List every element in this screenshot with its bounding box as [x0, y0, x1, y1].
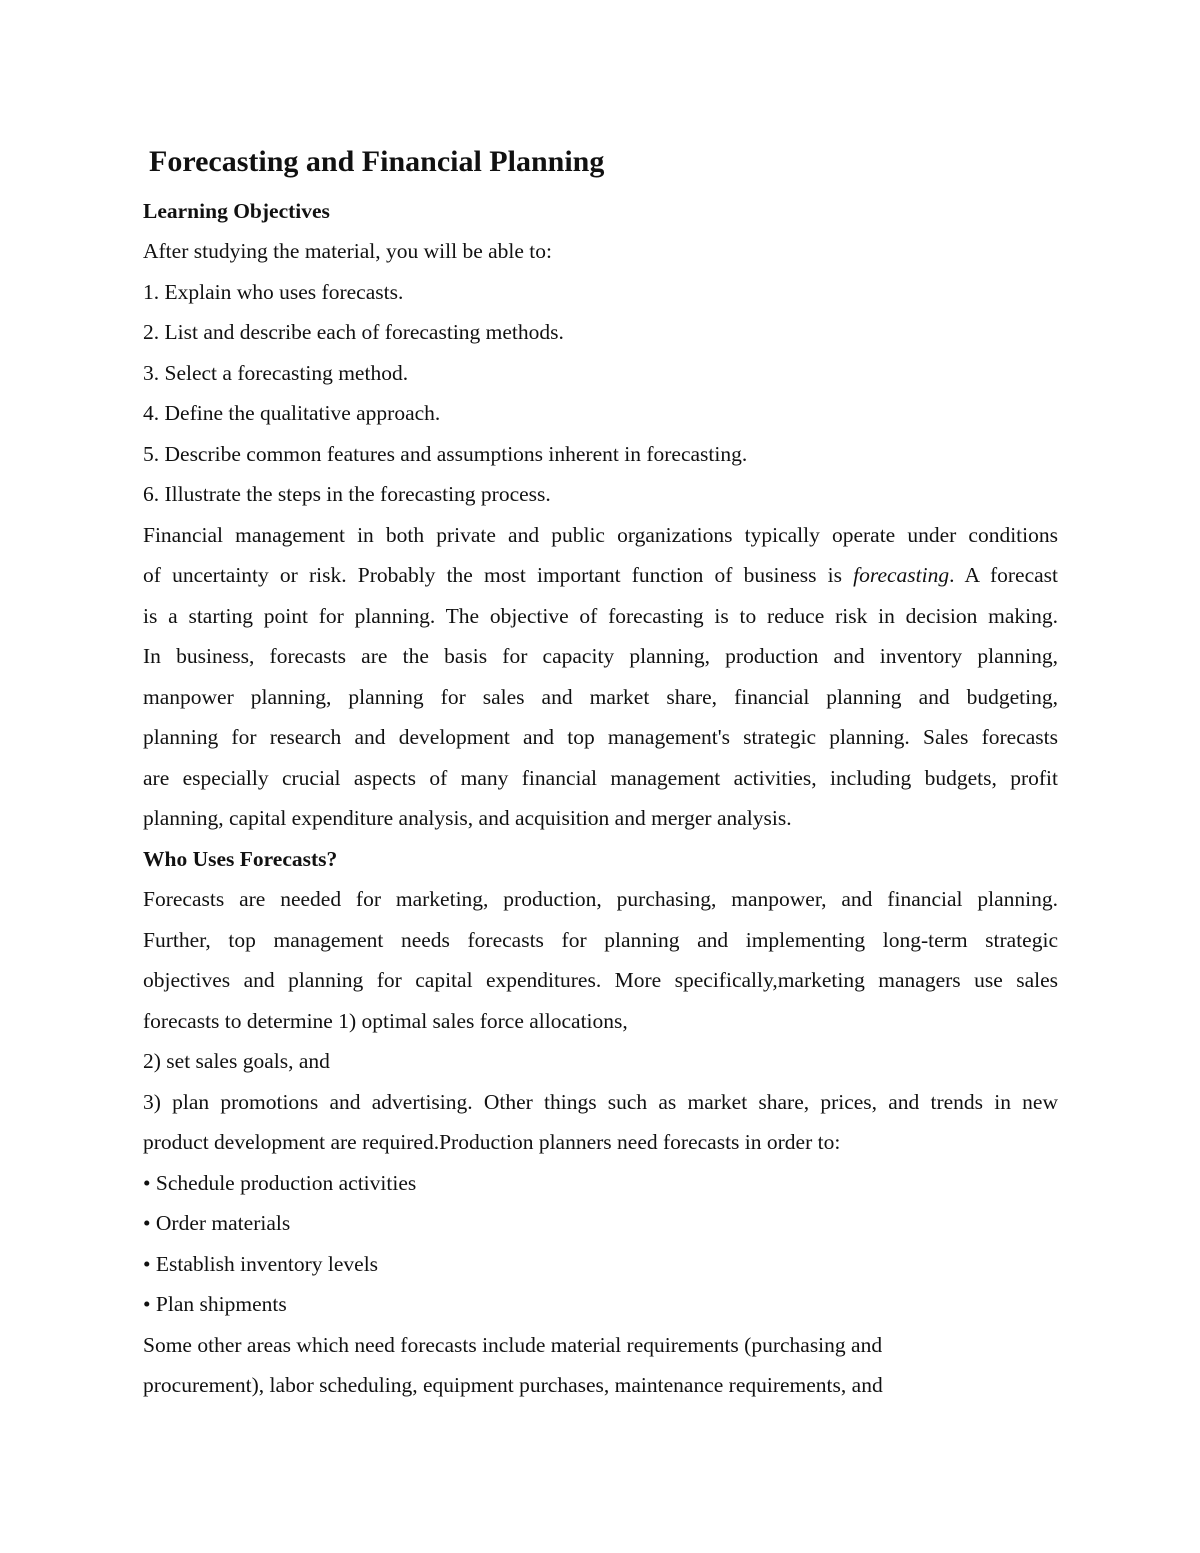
body-line: 3) plan promotions and advertising. Other things such as market share, prices, and trends in new [143, 1090, 1058, 1114]
body-line: planning for research and development and top management's strategic planning. Sales forecasts [143, 725, 1058, 749]
document-title: Forecasting and Financial Planning [149, 145, 605, 178]
bullet-item: • Plan shipments [143, 1292, 287, 1316]
body-line: are especially crucial aspects of many financial management activities, including budgets, profit [143, 766, 1058, 790]
body-line: forecasts to determine 1) optimal sales force allocations, [143, 1009, 628, 1033]
body-line: is a starting point for planning. The objective of forecasting is to reduce risk in decision making. [143, 604, 1058, 628]
objectives-heading: Learning Objectives [143, 199, 330, 223]
body-line: manpower planning, planning for sales and market share, financial planning and budgeting, [143, 685, 1058, 709]
section-heading: Who Uses Forecasts? [143, 847, 338, 871]
body-text: . A forecast [949, 563, 1058, 587]
objective-item: 5. Describe common features and assumptions inherent in forecasting. [143, 442, 748, 466]
objective-item: 6. Illustrate the steps in the forecasting process. [143, 482, 551, 506]
bullet-item: • Schedule production activities [143, 1171, 417, 1195]
body-line: Financial management in both private and public organizations typically operate under conditions [143, 523, 1058, 547]
emphasis-text: forecasting [853, 563, 950, 587]
objective-item: 3. Select a forecasting method. [143, 361, 409, 385]
objective-item: 1. Explain who uses forecasts. [143, 280, 404, 304]
bullet-item: • Establish inventory levels [143, 1252, 379, 1276]
body-line: Further, top management needs forecasts for planning and implementing long-term strategic [143, 928, 1058, 952]
body-line: planning, capital expenditure analysis, and acquisition and merger analysis. [143, 806, 792, 830]
bullet-item: • Order materials [143, 1211, 291, 1235]
objectives-intro: After studying the material, you will be able to: [143, 239, 552, 263]
body-line: product development are required.Production planners need forecasts in order to: [143, 1130, 841, 1154]
body-line [143, 560, 1058, 590]
body-line: Some other areas which need forecasts include material requirements (purchasing and [143, 1333, 883, 1357]
objective-item: 4. Define the qualitative approach. [143, 401, 441, 425]
body-text: of uncertainty or risk. Probably the most important function of business is [143, 563, 854, 587]
body-line: procurement), labor scheduling, equipment purchases, maintenance requirements, and [143, 1373, 883, 1397]
objective-item: 2. List and describe each of forecasting methods. [143, 320, 564, 344]
body-line: In business, forecasts are the basis for capacity planning, production and inventory planning, [143, 644, 1058, 668]
body-line: objectives and planning for capital expenditures. More specifically,marketing managers use sales [143, 968, 1058, 992]
body-line: 2) set sales goals, and [143, 1049, 330, 1073]
body-line: Forecasts are needed for marketing, production, purchasing, manpower, and financial planning. [143, 887, 1058, 911]
